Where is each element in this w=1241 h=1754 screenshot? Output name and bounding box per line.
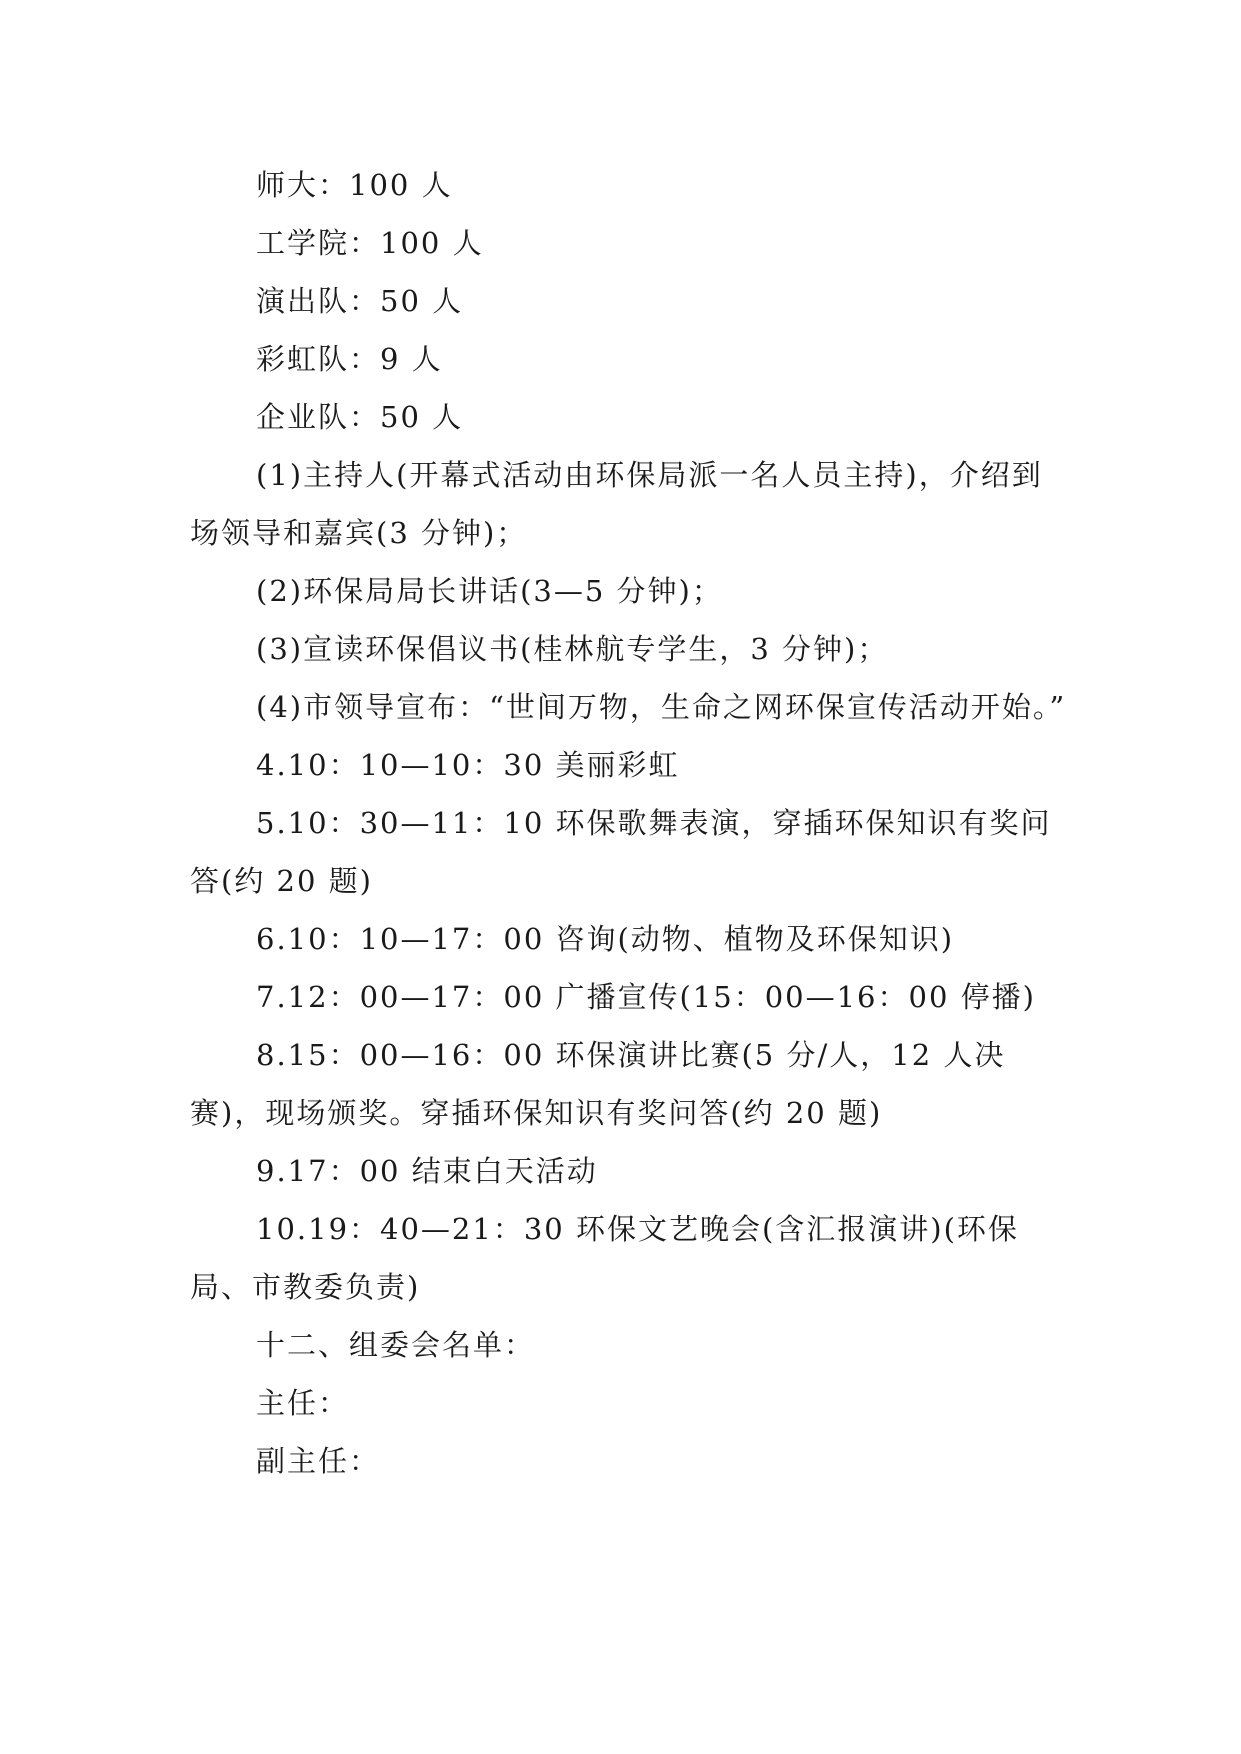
committee-deputy-director: 副主任： — [256, 1444, 381, 1478]
paragraph-host: (1)主持人(开幕式活动由环保局派一名人员主持)，介绍到场领导和嘉宾(3 分钟)； — [190, 458, 1043, 550]
schedule-item-4: 4.10：10—10：30 美丽彩虹 — [256, 748, 680, 782]
schedule-item-8: 8.15：00—16：00 环保演讲比赛(5 分/人，12 人决赛)，现场颁奖。穿插环保知识有奖问答(约 20 题) — [190, 1038, 1006, 1130]
document-body — [190, 156, 1070, 1490]
paragraph-gongxueyuan: 工学院：100 人 — [256, 226, 484, 260]
paragraph-caihongdui: 彩虹队：9 人 — [256, 342, 443, 376]
paragraph-qiyedui: 企业队：50 人 — [256, 400, 464, 434]
paragraph-yanchudui: 演出队：50 人 — [256, 284, 464, 318]
schedule-item-9: 9.17：00 结束白天活动 — [256, 1154, 598, 1188]
schedule-item-10: 10.19：40—21：30 环保文艺晚会(含汇报演讲)(环保局、市教委负责) — [190, 1212, 1019, 1304]
schedule-item-5: 5.10：30—11：10 环保歌舞表演，穿插环保知识有奖问答(约 20 题) — [190, 806, 1052, 898]
schedule-item-6: 6.10：10—17：00 咨询(动物、植物及环保知识) — [256, 922, 955, 956]
paragraph-shida: 师大：100 人 — [256, 168, 453, 202]
schedule-item-7: 7.12：00—17：00 广播宣传(15：00—16：00 停播) — [256, 980, 1036, 1014]
paragraph-proposal: (3)宣读环保倡议书(桂林航专学生，3 分钟)； — [256, 632, 889, 666]
paragraph-director-speech: (2)环保局局长讲话(3—5 分钟)； — [256, 574, 723, 608]
committee-director: 主任： — [256, 1386, 350, 1420]
paragraph-announcement: (4)市领导宣布：“世间万物，生命之网环保宣传活动开始。” — [256, 690, 1067, 724]
section-heading-committee: 十二、组委会名单： — [256, 1328, 536, 1362]
